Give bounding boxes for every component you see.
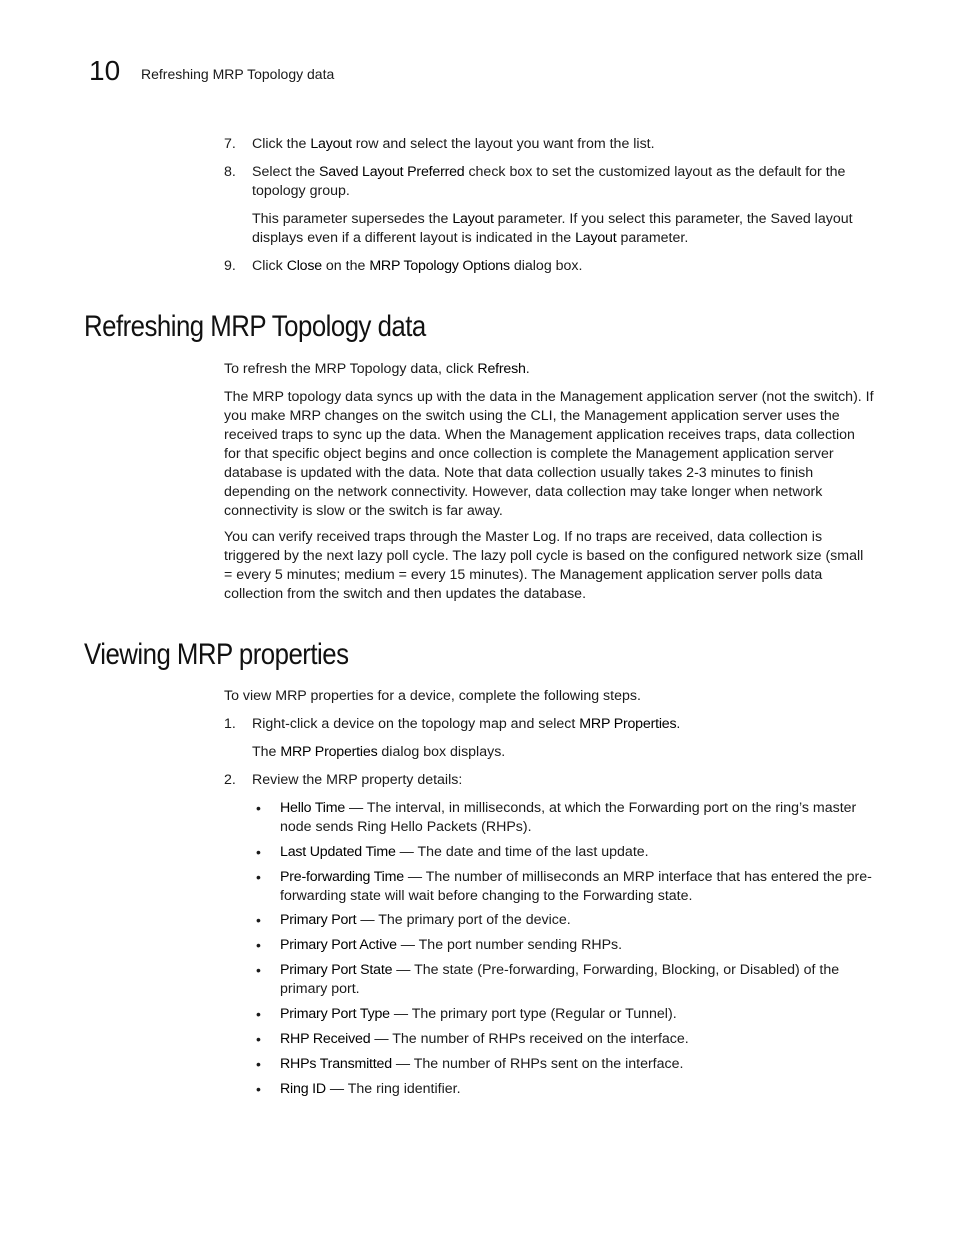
ui-term: MRP Properties — [280, 744, 378, 760]
bullet-desc: — The interval, in milliseconds, at which the Forwarding port on the ring’s master node sends Ring Hello Packets (RHPs). — [280, 800, 857, 835]
bullet-marker: • — [256, 844, 261, 860]
bullet-marker: • — [256, 1056, 261, 1072]
bullet-term: Primary Port State — [280, 962, 393, 978]
view-intro: To view MRP properties for a device, complete the following steps. — [224, 688, 641, 704]
step-text — [252, 257, 872, 276]
bullet-text — [280, 1080, 872, 1099]
text-run: Right-click a device on the topology map and select — [252, 716, 580, 732]
bullet-term: Primary Port Type — [280, 1006, 390, 1022]
ui-term: Close — [286, 258, 322, 274]
section-title-viewing: Viewing MRP properties — [84, 638, 349, 671]
ui-term: Refresh — [477, 361, 526, 377]
bullet-term: Primary Port — [280, 912, 357, 928]
bullet-desc: — The number of milliseconds an MRP interface that has entered the pre-forwarding state will wait before changing to the Forwarding state. — [280, 869, 872, 904]
bullet-term: Ring ID — [280, 1081, 326, 1097]
text-run: This parameter supersedes the — [252, 211, 453, 227]
ui-term: MRP Properties — [579, 716, 677, 732]
bullet-desc: — The date and time of the last update. — [395, 844, 649, 860]
step-number: 8. — [224, 164, 236, 180]
bullet-text — [280, 911, 872, 930]
bullet-marker: • — [256, 800, 261, 816]
running-title: Refreshing MRP Topology data — [141, 66, 335, 82]
bullet-marker: • — [256, 1006, 261, 1022]
bullet-text — [280, 843, 872, 862]
bullet-desc: — The primary port type (Regular or Tunnel). — [389, 1006, 677, 1022]
bullet-desc: — The state (Pre-forwarding, Forwarding, Blocking, or Disabled) of the primary port. — [280, 962, 840, 997]
bullet-text — [280, 936, 872, 955]
step-text — [252, 163, 872, 201]
bullet-text — [280, 1005, 872, 1024]
step-number: 9. — [224, 258, 236, 274]
step-number: 2. — [224, 772, 236, 788]
text-run: The — [252, 744, 281, 760]
step-text — [252, 135, 872, 154]
bullet-marker: • — [256, 937, 261, 953]
text-run: Select the — [252, 164, 320, 180]
bullet-term: Hello Time — [280, 800, 346, 816]
ui-term: Layout — [575, 230, 617, 246]
text-run: parameter. If you select this parameter, the Saved layout displays even if a different layout is indicated in the — [252, 211, 853, 246]
bullet-marker: • — [256, 912, 261, 928]
text-run: Click — [252, 258, 287, 274]
chapter-number: 10 — [89, 55, 121, 86]
text-run: row and select the layout you want from the list. — [351, 136, 655, 152]
bullet-marker: • — [256, 869, 261, 885]
bullet-term: RHPs Transmitted — [280, 1056, 392, 1072]
step-text — [252, 715, 872, 734]
section-title-refreshing: Refreshing MRP Topology data — [84, 310, 426, 343]
bullet-desc: — The number of RHPs received on the interface. — [370, 1031, 689, 1047]
text-run: dialog box displays. — [377, 744, 506, 760]
ui-term: Layout — [310, 136, 352, 152]
text-run: To refresh the MRP Topology data, click — [224, 361, 478, 377]
bullet-desc: — The number of RHPs sent on the interface. — [391, 1056, 684, 1072]
bullet-desc: — The port number sending RHPs. — [396, 937, 623, 953]
bullet-marker: • — [256, 962, 261, 978]
bullet-desc: — The ring identifier. — [325, 1081, 461, 1097]
text-run: dialog box. — [509, 258, 583, 274]
bullet-desc: — The primary port of the device. — [356, 912, 571, 928]
bullet-term: RHP Received — [280, 1031, 371, 1047]
ui-term: MRP Topology Options — [369, 258, 510, 274]
text-run: Click the — [252, 136, 311, 152]
bullet-text — [280, 799, 872, 837]
view-step-1-note — [252, 743, 874, 762]
refresh-paragraph-1: The MRP topology data syncs up with the data in the Management application server (not the switch). If you make MRP changes on the switch using the CLI, the Management application server uses the received traps to sync up the data. When the Management application receives traps, data collection for that specific object begins and once collection is complete the Management application server database is updated with the data. Note that data collection usually takes 2-3 minutes to finish depending on the network connectivity. However, data collection may take longer when network connectivity is slow or the switch is far away. — [224, 389, 874, 519]
refresh-paragraph-2: You can verify received traps through the Master Log. If no traps are received, data collection is triggered by the next lazy poll cycle. The lazy poll cycle is based on the configured network size (small = every 5 minutes; medium = every 15 minutes). The Management application server polls data collection from the switch and then updates the database. — [224, 529, 864, 602]
bullet-text — [280, 961, 872, 999]
step-8-note — [252, 210, 874, 248]
bullet-marker: • — [256, 1031, 261, 1047]
text-run: on the — [321, 258, 370, 274]
step-number: 7. — [224, 136, 236, 152]
ui-term: Saved Layout Preferred — [319, 164, 465, 180]
refresh-intro — [224, 360, 874, 379]
bullet-text — [280, 1030, 872, 1049]
text-run: . — [676, 716, 681, 732]
bullet-marker: • — [256, 1081, 261, 1097]
bullet-term: Last Updated Time — [280, 844, 396, 860]
step-number: 1. — [224, 716, 236, 732]
step-text: Review the MRP property details: — [252, 772, 463, 788]
text-run: check box to set the customized layout as the default for the topology group. — [252, 164, 846, 199]
bullet-text — [280, 868, 872, 906]
ui-term: Layout — [452, 211, 494, 227]
bullet-text — [280, 1055, 872, 1074]
bullet-term: Pre-forwarding Time — [280, 869, 404, 885]
text-run: . — [525, 361, 530, 377]
bullet-term: Primary Port Active — [280, 937, 397, 953]
text-run: parameter. — [616, 230, 689, 246]
